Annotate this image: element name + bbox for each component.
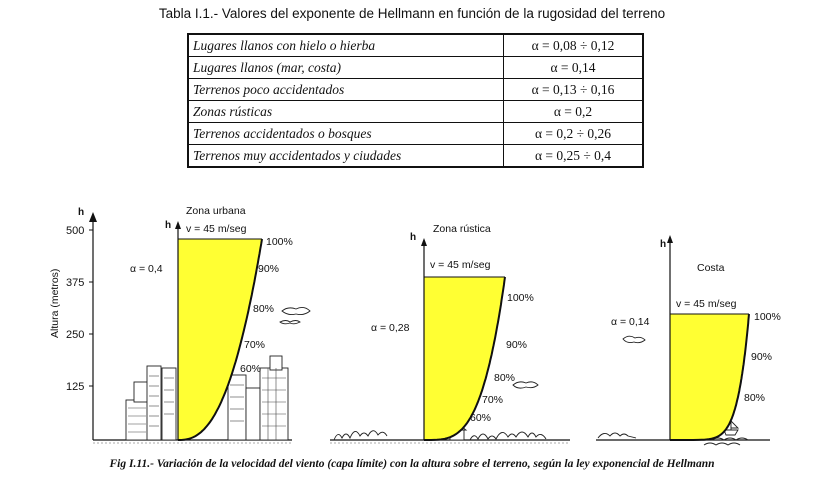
percent-label: 90% [258,263,280,275]
panel-h-label: h [660,239,667,250]
panel-title: Zona rústica [433,223,491,235]
tick-label: 125 [66,381,85,393]
terrain-cell: Lugares llanos con hielo o hierba [188,34,504,57]
alpha-cell: α = 0,2 [504,101,644,123]
table-row [188,101,643,123]
table-row [188,123,643,145]
percent-label: 100% [754,311,781,323]
panel-speed: v = 45 m/seg [186,223,247,235]
panel-title: Costa [697,262,725,274]
percent-label: 80% [494,372,516,384]
percent-label: 80% [744,392,766,404]
panel-alpha: α = 0,4 [130,263,163,275]
terrain-cell: Terrenos muy accidentados y ciudades [188,145,504,168]
profile-fill [424,277,505,440]
wind-profile-figure [0,196,824,454]
figure-caption: Fig I.11.- Variación de la velocidad del viento (capa límite) con la altura sobre el terreno, según la ley exponencial de Hellmann [109,458,715,470]
alpha-cell: α = 0,14 [504,57,644,79]
tick-label: 500 [66,225,85,237]
percent-label: 60% [240,363,262,375]
table-row [188,145,643,168]
panel-speed: v = 45 m/seg [676,298,737,310]
profile-fill [670,314,749,440]
alpha-cell: α = 0,13 ÷ 0,16 [504,79,644,101]
table-row [188,34,643,57]
axis-h-label: h [78,207,85,218]
percent-label: 80% [253,303,275,315]
alpha-cell: α = 0,08 ÷ 0,12 [504,34,644,57]
terrain-cell: Zonas rústicas [188,101,504,123]
panel-title: Zona urbana [186,205,246,217]
table-row [188,79,643,101]
terrain-cell: Terrenos poco accidentados [188,79,504,101]
tick-label: 250 [66,329,85,341]
height-axis [49,207,97,440]
y-axis-label: Altura (metros) [49,268,61,338]
table-row [188,57,643,79]
table-title: Tabla I.1.- Valores del exponente de Hellmann en función de la rugosidad del terreno [158,6,666,21]
panel-h-label: h [165,220,172,231]
panel-rural [371,223,534,440]
terrain-cell: Lugares llanos (mar, costa) [188,57,504,79]
terrain-cell: Terrenos accidentados o bosques [188,123,504,145]
alpha-cell: α = 0,2 ÷ 0,26 [504,123,644,145]
percent-label: 100% [507,292,534,304]
panel-alpha: α = 0,14 [611,316,650,328]
panel-h-label: h [410,232,417,243]
percent-label: 60% [470,412,492,424]
percent-label: 100% [266,236,293,248]
alpha-cell: α = 0,25 ÷ 0,4 [504,145,644,168]
percent-label: 70% [482,394,504,406]
percent-label: 90% [506,339,528,351]
tick-label: 375 [66,277,85,289]
percent-label: 70% [244,339,266,351]
hellmann-table [187,33,644,168]
panel-alpha: α = 0,28 [371,322,410,334]
percent-label: 90% [751,351,773,363]
panel-speed: v = 45 m/seg [430,259,491,271]
